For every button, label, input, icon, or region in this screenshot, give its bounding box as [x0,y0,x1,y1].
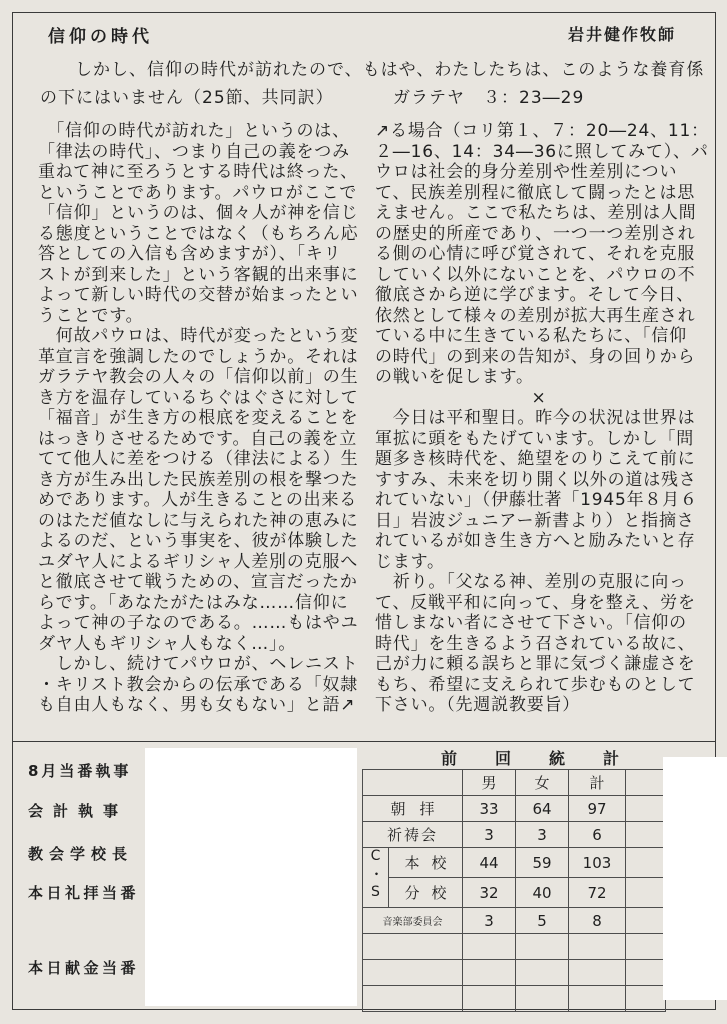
duty-label-worship-duty: 本日礼拝当番 [28,884,140,902]
section-separator: × [531,387,547,408]
text-line: 今日は平和聖日。昨今の状況は世界は [375,408,696,428]
text-line: えません。ここで私たちは、差別は人間 [375,203,697,223]
text-line: 題多き核時代を、絶望をのりこえて前に [375,449,696,469]
text-line: れているが如き生き方へと励みたいと存 [375,531,696,551]
table-header-row [363,770,666,796]
text-line: ・キリスト教会からの伝承である「奴隷 [38,674,359,695]
blank-cell [626,770,666,796]
preacher-name: 岩井健作牧師 [568,25,677,44]
text-line: していく以外にないことを、パウロの不 [375,264,696,285]
text-line: 革宣言を強調したのでしょうか。それは [38,346,359,367]
cell-female: 64 [516,796,569,822]
text-line: ということであります。パウロがここで [38,182,358,203]
sermon-right-block-a [375,121,709,388]
blank-cell [626,796,666,822]
text-line: の歴史的所産であり、一つ一つ差別され [375,223,696,244]
row-label: 本校 [389,848,463,878]
text-line: 己が力に頼る誤ちと罪に気づく謙虚さを [375,654,696,674]
text-line: き方が生み出した民族差別の根を撃つた [38,469,359,490]
text-line: ウロは社会的身分差別や性差別につい [375,162,678,182]
blank-cell [516,934,569,960]
empty-row [363,934,666,960]
cell-male: 3 [463,822,516,848]
text-line: すすみ、未来を切り開く以外の道は残さ [375,469,697,490]
cs-group-cell [363,848,389,908]
text-line: ガラテヤ教会の人々の「信仰以前」の生 [38,367,359,387]
cell-total: 6 [569,822,626,848]
text-line: 日」岩波ジュニアー新書より）と指摘さ [375,510,695,531]
text-line: て、民族差別程に徹底して闘ったとは思 [375,182,696,203]
cell-male: 3 [463,908,516,934]
text-line: 依然として様々の差別が拡大再生産され [375,305,696,326]
text-line: めであります。人が生きることの出来る [38,490,358,510]
cell-female: 3 [516,822,569,848]
duty-label-school-head: 教会学校長 [28,845,134,863]
duty-label-monthly-deacon: 8月当番執事 [28,762,132,780]
blank-cell [569,960,626,986]
blank-cell [363,960,463,986]
scripture-quote-line-1: しかし、信仰の時代が訪れたので、もはや、わたしたちは、このような養育係 [75,60,705,80]
empty-row [363,960,666,986]
text-line: の戦いを促します。 [375,367,534,387]
redacted-side-box [663,757,727,1000]
text-line: 下さい。（先週説教要旨） [375,695,581,715]
cell-total: 8 [569,908,626,934]
text-line: ている中に生きている私たちに、「信仰 [375,326,687,346]
sermon-left-column [38,121,366,716]
text-line: る態度ということではなく（もちろん応 [38,223,359,244]
text-line: のはただ値なしに与えられた神の恵みに [38,510,359,531]
text-line: れていない」（伊藤壮著「1945年８月６ [375,490,698,510]
cell-female: 59 [516,848,569,878]
section-divider [12,741,716,742]
text-line: 答としての入信も含めますが）、「キリ [38,244,342,264]
text-line: もち、希望に支えられて歩むものとして [375,674,696,695]
blank-cell [626,822,666,848]
text-line: 「律法の時代」、つまり自己の義をつみ [38,141,350,162]
text-line: よるのだ、という事実を、彼が体験した [38,531,359,551]
text-line: はっきりさせるためです。自己の義を立 [38,428,358,449]
duty-label-treasurer: 会計執事 [28,802,129,820]
cs-group-label: C・S [367,848,384,903]
row-label: 分校 [389,878,463,908]
cell-female: 40 [516,878,569,908]
text-line: ２―16、14：34―36に照してみて）、パ [375,141,709,162]
text-line: ↗る場合（コリ第１、７：20―24、11： [375,121,709,141]
redacted-names-box [145,748,357,1006]
text-line: と徹底させて戦うための、宣言だったか [38,572,358,592]
text-line: 惜しまない者にさせて下さい。「信仰の [375,613,687,633]
text-line: 何故パウロは、時代が変ったという変 [38,326,359,346]
blank-cell [463,960,516,986]
blank-cell [626,986,666,1012]
statistics-table [362,769,666,1012]
scripture-quote-line-2: の下にはいません（25節、共同訳） [40,88,334,108]
table-row [363,878,666,908]
header-blank-cell [363,770,463,796]
row-label: 朝拝 [363,796,463,822]
blank-cell [516,960,569,986]
blank-cell [463,986,516,1012]
text-line: 軍拡に頭をもたげています。しかし「問 [375,428,695,449]
text-line: 徹底さから逆に学びます。そして今日、 [375,285,695,305]
text-line: る側の心情に呼び覚されて、それを克服 [375,244,696,264]
blank-cell [363,986,463,1012]
text-line: の時代」の到来の告知が、身の回りから [375,346,696,367]
text-line: よって新しい時代の交替が始まったとい [38,285,359,305]
table-row [363,848,666,878]
blank-cell [626,960,666,986]
blank-cell [626,934,666,960]
text-line: 「信仰の時代が訪れた」というのは、 [38,121,350,141]
column-header-male: 男 [463,770,516,796]
text-line: 時代」を生きるよう召されている故に、 [375,633,696,654]
text-line: 「福音」が生き方の根底を変えることを [38,408,359,428]
cell-male: 33 [463,796,516,822]
sermon-right-column [375,121,709,716]
blank-cell [626,878,666,908]
column-header-female: 女 [516,770,569,796]
text-line: じます。 [375,551,445,572]
text-line: き方を温存しているちぐはぐさに対して [38,387,359,408]
text-line: 祈り。「父なる神、差別の克服に向っ [375,572,687,592]
text-line: ストが到来した」という客観的出来事に [38,264,359,285]
text-line: ダヤ人もギリシャ人もなく…」。 [38,633,297,654]
table-row [363,822,666,848]
cell-male: 32 [463,878,516,908]
cell-total: 103 [569,848,626,878]
row-label: 音楽部委員会 [363,908,463,934]
cell-total: 72 [569,878,626,908]
sermon-title: 信仰の時代 [48,27,153,47]
blank-cell [626,848,666,878]
blank-cell [516,986,569,1012]
blank-cell [569,934,626,960]
text-line: 重ねて神に至ろうとする時代は終った、 [38,162,358,182]
blank-cell [463,934,516,960]
text-line: よって神の子なのである。……もはやユ [38,613,359,633]
column-header-total: 計 [569,770,626,796]
text-line: て、反戦平和に向って、身を整え、労を [375,592,696,613]
table-row [363,908,666,934]
text-line: ユダヤ人によるギリシャ人差別の克服へ [38,551,359,572]
cell-male: 44 [463,848,516,878]
row-label: 祈祷会 [363,822,463,848]
sermon-right-block-b [375,408,703,716]
scripture-reference: ガラテヤ ３：23―29 [393,88,585,108]
blank-cell [569,986,626,1012]
table-row [363,796,666,822]
text-line: らです。「あなたがたはみな……信仰に [38,592,349,613]
statistics-title: 前回統計 [441,749,658,768]
empty-row [363,986,666,1012]
text-line: うことです。 [38,305,144,326]
cell-total: 97 [569,796,626,822]
text-line: 「信仰」というのは、個々人が神を信じ [38,203,359,223]
blank-cell [363,934,463,960]
duty-label-offering-duty: 本日献金当番 [28,959,140,977]
cell-female: 5 [516,908,569,934]
text-line: も自由人もなく、男も女もない」と語↗ [38,695,356,715]
text-line: てて他人に差をつける（律法による）生 [38,449,359,469]
blank-cell [626,908,666,934]
text-line: しかし、続けてパウロが、ヘレニスト [38,654,359,674]
